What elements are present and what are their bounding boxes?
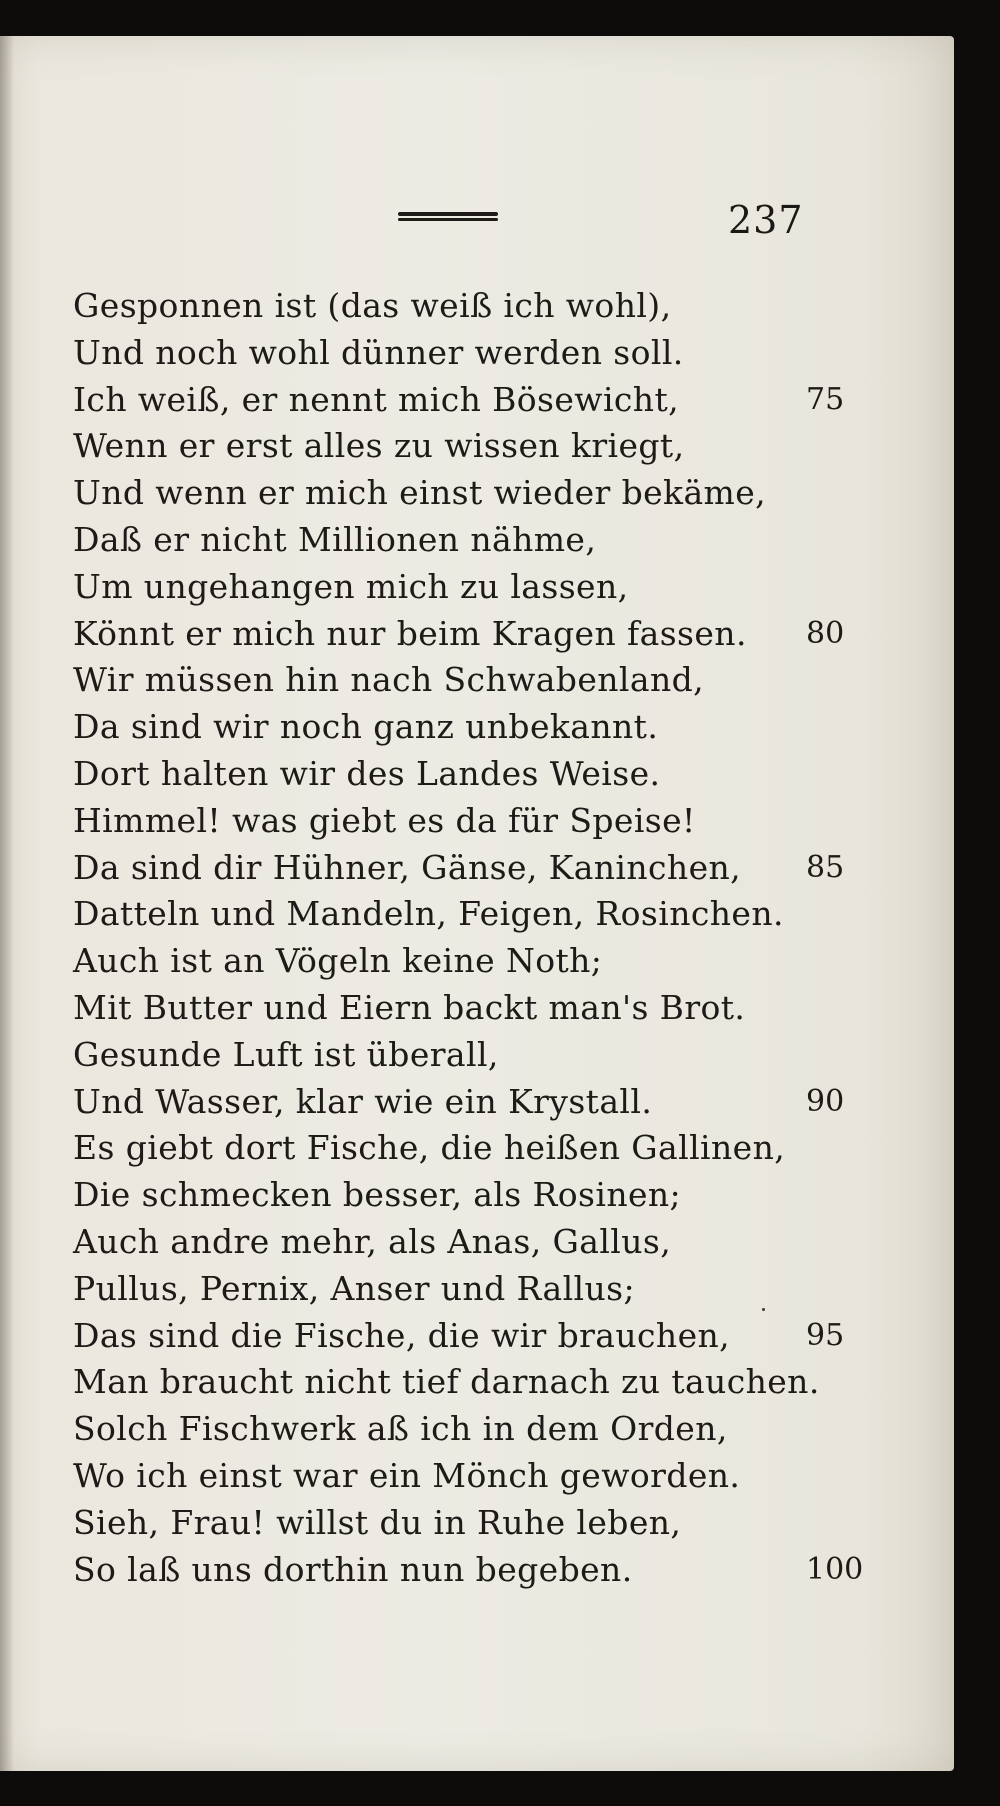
verse-line bbox=[0, 1406, 954, 1456]
header-rule-top bbox=[398, 212, 498, 216]
verse-line bbox=[0, 611, 954, 661]
verse-line bbox=[0, 1079, 954, 1129]
verse-line bbox=[0, 751, 954, 801]
verse-text: Könnt er mich nur beim Kragen fassen. bbox=[73, 613, 747, 653]
page-number: 237 bbox=[728, 198, 804, 242]
verse-text: Auch andre mehr, als Anas, Gallus, bbox=[73, 1222, 672, 1261]
verse-line bbox=[0, 657, 954, 707]
verse-text: Die schmecken besser, als Rosinen; bbox=[73, 1175, 682, 1215]
verse-text: Sieh, Frau! willst du in Ruhe leben, bbox=[73, 1502, 682, 1542]
header-rule bbox=[398, 212, 498, 222]
verse-text: Solch Fischwerk aß ich in dem Orden, bbox=[73, 1409, 728, 1449]
verse-text: Mit Butter und Eiern backt man's Brot. bbox=[73, 988, 746, 1027]
verse-line bbox=[0, 564, 954, 614]
verse-text: Dort halten wir des Landes Weise. bbox=[73, 754, 661, 793]
line-number: 95 bbox=[806, 1317, 845, 1353]
verse-line bbox=[0, 1500, 954, 1550]
verse-text: Es giebt dort Fische, die heißen Gallinen, bbox=[73, 1128, 786, 1168]
verse-line bbox=[0, 891, 954, 941]
verse-line bbox=[0, 283, 954, 333]
verse-line bbox=[0, 1125, 954, 1175]
verse-text: Ich weiß, er nennt mich Bösewicht, bbox=[73, 379, 679, 419]
verse-text: Pullus, Pernix, Anser und Rallus; bbox=[73, 1268, 635, 1308]
verse-line bbox=[0, 1547, 954, 1597]
verse-text: Gesponnen ist (das weiß ich wohl), bbox=[73, 286, 672, 325]
verse-text: Das sind die Fische, die wir brauchen, bbox=[73, 1315, 731, 1355]
line-number: 85 bbox=[806, 849, 845, 885]
verse-line bbox=[0, 330, 954, 380]
verse-text: Wir müssen hin nach Schwabenland, bbox=[73, 660, 705, 700]
line-number: 90 bbox=[806, 1083, 845, 1119]
verse-line bbox=[0, 704, 954, 754]
verse-text: Da sind dir Hühner, Gänse, Kaninchen, bbox=[73, 847, 742, 887]
verse-text: Himmel! was giebt es da für Speise! bbox=[73, 800, 696, 840]
verse-text: Um ungehangen mich zu lassen, bbox=[73, 566, 629, 606]
verse-line bbox=[0, 1032, 954, 1082]
line-number: 80 bbox=[806, 615, 845, 651]
verse-line bbox=[0, 798, 954, 848]
verse-text: Und wenn er mich einst wieder bekäme, bbox=[73, 473, 767, 513]
verse-text: Und noch wohl dünner werden soll. bbox=[73, 332, 684, 372]
verse-text: Man braucht nicht tief darnach zu tauchen. bbox=[73, 1362, 820, 1402]
ink-speck bbox=[762, 1308, 765, 1311]
verse-text: Und Wasser, klar wie ein Krystall. bbox=[73, 1081, 653, 1121]
verse-text: Da sind wir noch ganz unbekannt. bbox=[73, 707, 659, 747]
verse-line bbox=[0, 517, 954, 567]
verse-text: Auch ist an Vögeln keine Noth; bbox=[73, 941, 603, 981]
header-rule-bottom bbox=[398, 218, 498, 221]
line-number: 100 bbox=[806, 1551, 864, 1587]
verse-line bbox=[0, 1313, 954, 1363]
verse-text: So laß uns dorthin nun begeben. bbox=[73, 1549, 633, 1589]
verse-line bbox=[0, 1453, 954, 1503]
verse-text: Daß er nicht Millionen nähme, bbox=[73, 520, 597, 559]
verse-line bbox=[0, 1219, 954, 1269]
verse-line bbox=[0, 377, 954, 427]
verse-text: Wo ich einst war ein Mönch geworden. bbox=[73, 1456, 741, 1495]
verse-line bbox=[0, 985, 954, 1035]
verse-line bbox=[0, 470, 954, 520]
verse-text: Datteln und Mandeln, Feigen, Rosinchen. bbox=[73, 894, 784, 934]
verse-line bbox=[0, 1359, 954, 1409]
verse-line bbox=[0, 1172, 954, 1222]
verse-line bbox=[0, 1266, 954, 1316]
line-number: 75 bbox=[806, 381, 845, 417]
verse-line bbox=[0, 938, 954, 988]
verse-text: Wenn er erst alles zu wissen kriegt, bbox=[73, 426, 685, 466]
verse-line bbox=[0, 423, 954, 473]
verse-text: Gesunde Luft ist überall, bbox=[73, 1034, 499, 1074]
verse-line bbox=[0, 845, 954, 895]
